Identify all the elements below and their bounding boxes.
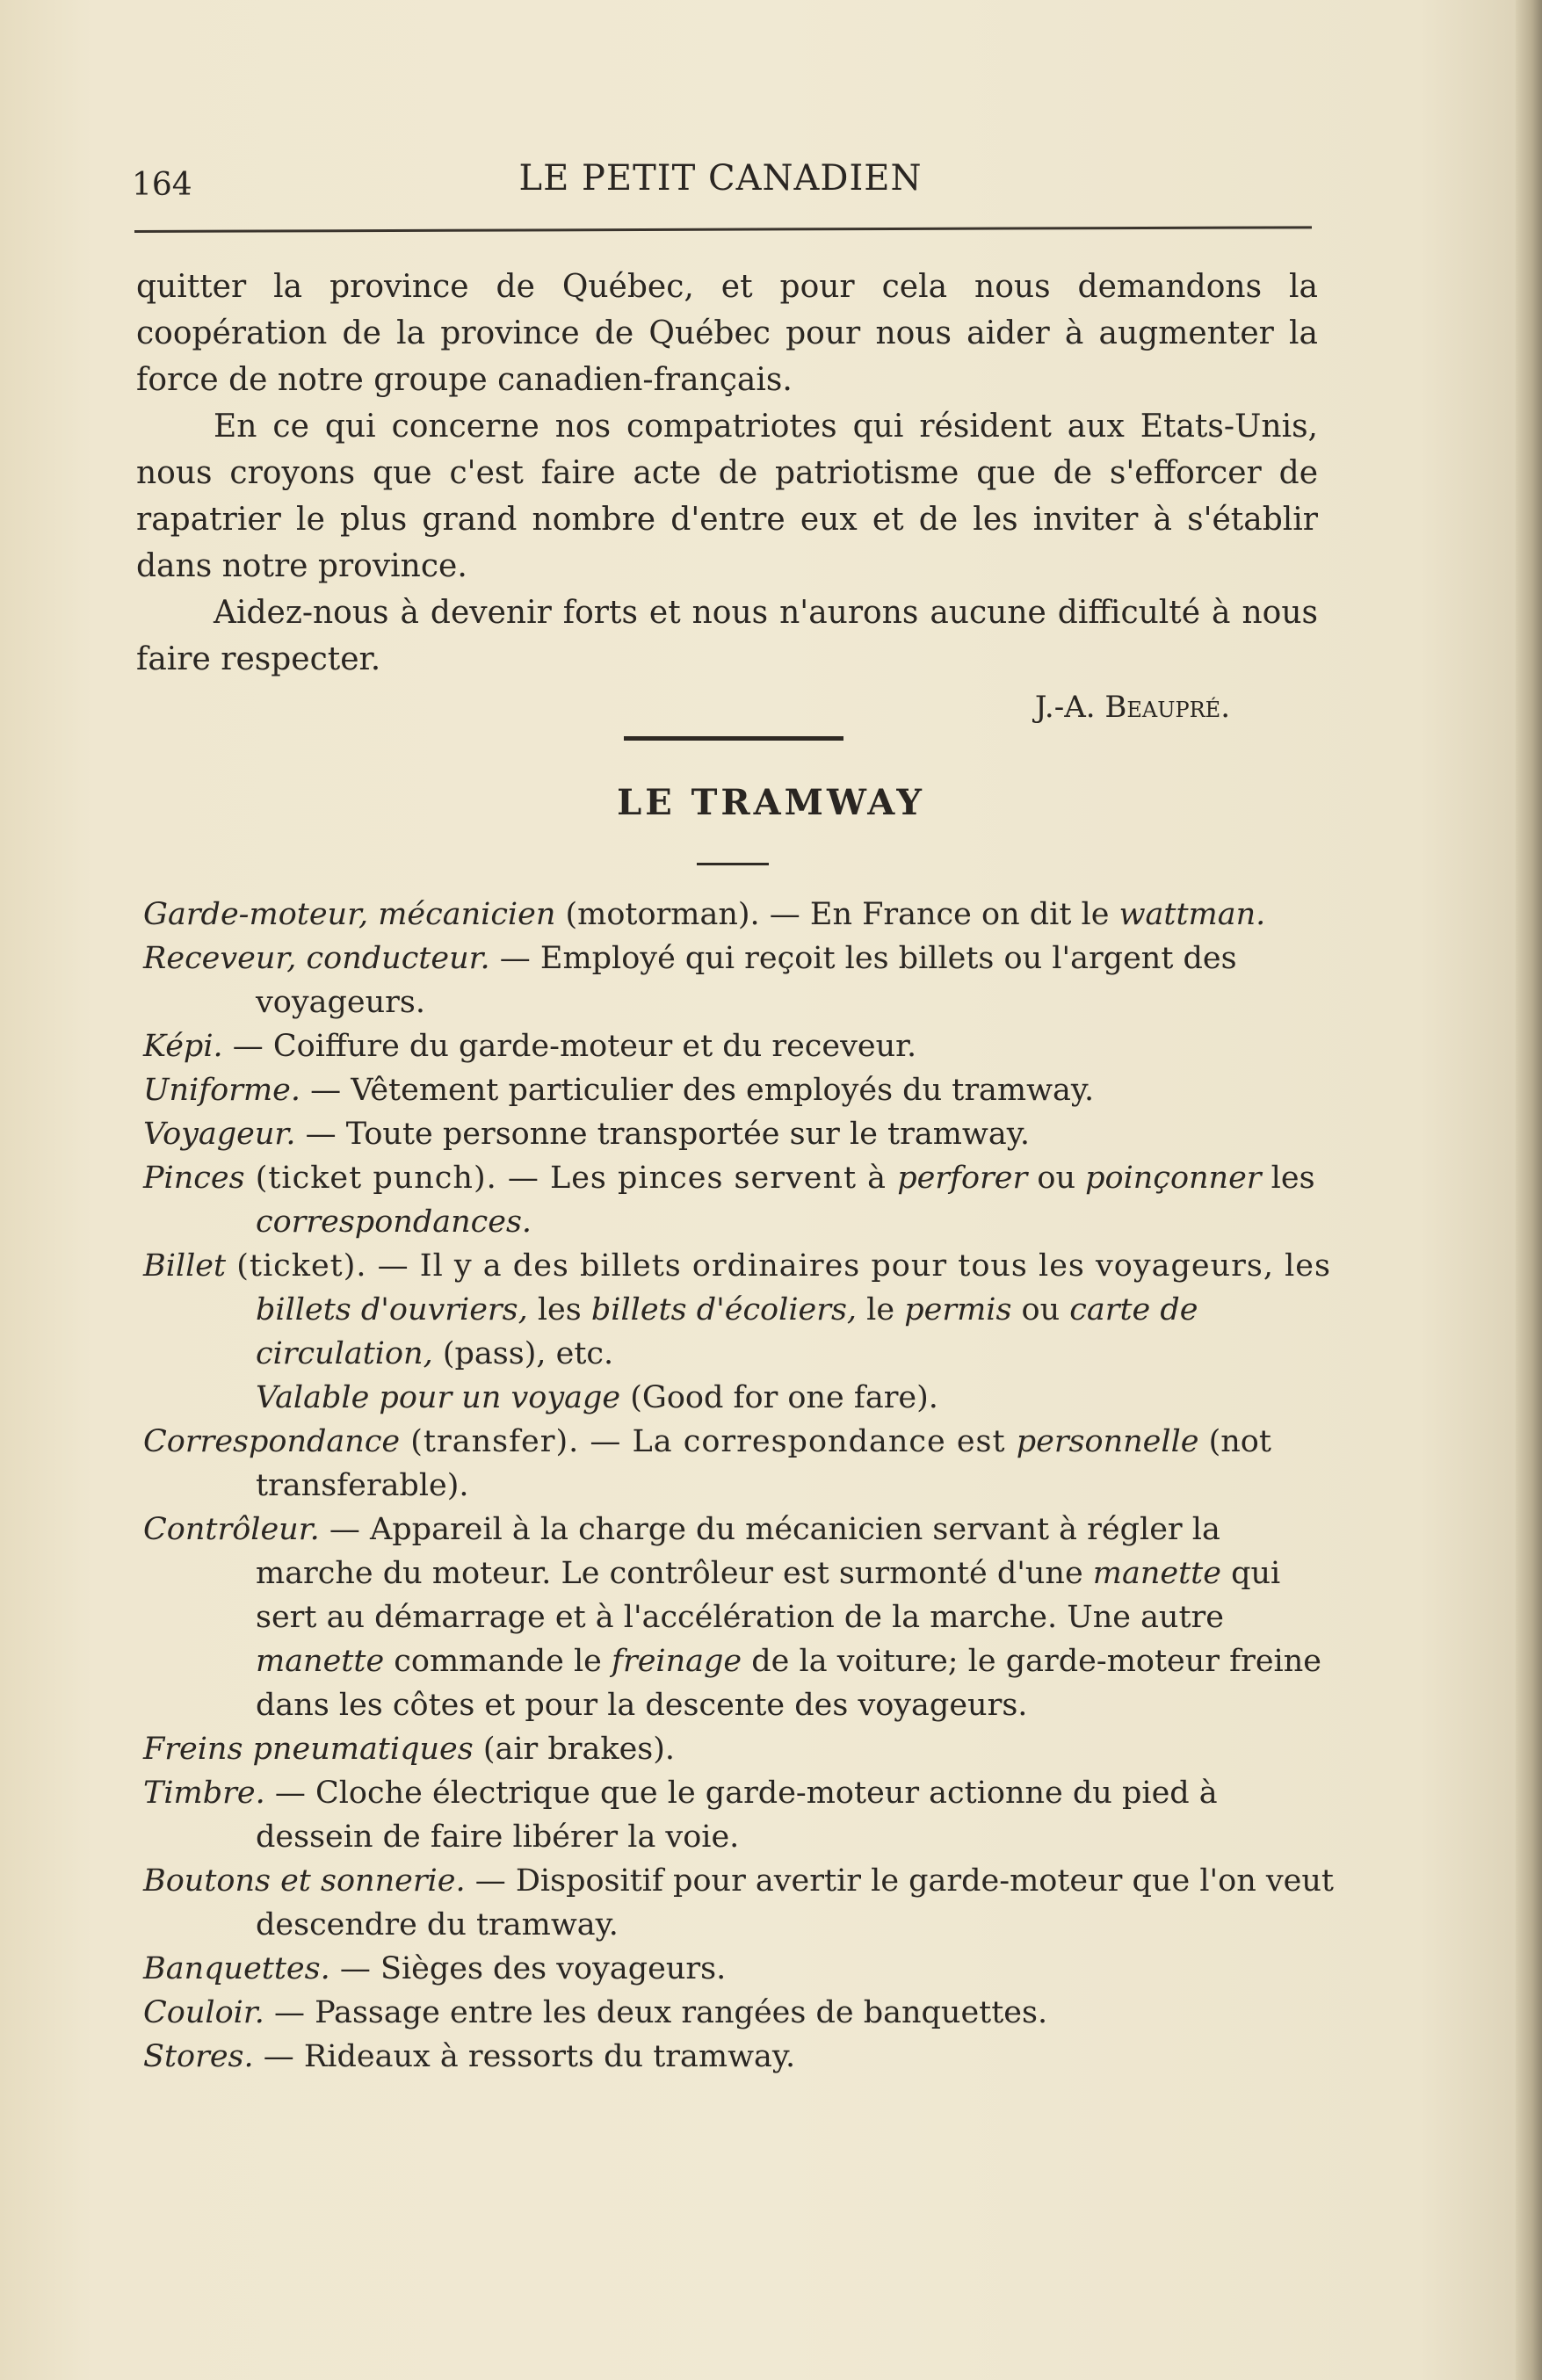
definition: le bbox=[857, 1292, 905, 1327]
definition: — Passage entre les deux rangées de banquettes. bbox=[264, 1995, 1048, 2030]
term: Pinces bbox=[143, 1161, 245, 1196]
definition: qui sert au démarrage et à l'accélération de la marche. Une autre bbox=[256, 1556, 1281, 1635]
definition: (motorman). — En France on dit le bbox=[555, 897, 1119, 932]
definition-italic: permis bbox=[904, 1292, 1012, 1327]
definition-italic: poinçonner bbox=[1085, 1161, 1262, 1196]
definition: ou bbox=[1011, 1292, 1070, 1327]
term: Voyageur. bbox=[143, 1117, 296, 1152]
page-number: 164 bbox=[132, 167, 192, 203]
definition-italic: billets d'écoliers, bbox=[590, 1292, 858, 1327]
definition-italic: billets d'ouvriers, bbox=[256, 1292, 528, 1327]
term: Billet bbox=[143, 1248, 227, 1284]
glossary-entry-couloir bbox=[143, 1991, 1334, 2035]
definition: — Dispositif pour avertir le garde-moteur que l'on veut descendre du tramway. bbox=[256, 1863, 1334, 1942]
section-title: LE TRAMWAY bbox=[617, 782, 925, 823]
definition-italic: freinage bbox=[612, 1644, 742, 1679]
definition: — Toute personne transportée sur le tramway. bbox=[295, 1117, 1030, 1152]
definition: ou bbox=[1027, 1161, 1086, 1196]
definition: de la voiture; le garde-moteur freine dans les côtes et pour la descente des voyageurs. bbox=[256, 1644, 1321, 1723]
term: Correspondance bbox=[143, 1424, 401, 1459]
definition-italic: wattman. bbox=[1118, 897, 1266, 932]
header-rule bbox=[134, 226, 1312, 233]
glossary bbox=[143, 893, 1334, 2079]
definition: (Good for one fare). bbox=[620, 1380, 938, 1415]
glossary-entry-pinces bbox=[143, 1156, 1334, 1244]
definition-italic: personnelle bbox=[1016, 1424, 1199, 1459]
definition-italic: manette bbox=[1092, 1556, 1221, 1591]
term: Timbre. bbox=[143, 1776, 265, 1811]
definition-italic: manette bbox=[256, 1644, 385, 1679]
glossary-entry-correspondance bbox=[143, 1420, 1334, 1508]
definition: (transfer). — La correspondance est bbox=[400, 1424, 1017, 1459]
definition: (ticket). — Il y a des billets ordinaires pour tous les voyageurs, les bbox=[226, 1248, 1331, 1284]
section-separator bbox=[624, 736, 843, 741]
glossary-subentry-valable bbox=[143, 1376, 1334, 1420]
definition: — Sièges des voyageurs. bbox=[329, 1951, 727, 1986]
term: Receveur, conducteur. bbox=[143, 941, 490, 976]
term: Contrôleur. bbox=[143, 1512, 320, 1547]
term: Boutons et sonnerie. bbox=[143, 1863, 466, 1899]
term: Képi. bbox=[143, 1029, 223, 1064]
glossary-entry-receveur bbox=[143, 937, 1334, 1024]
intro-text bbox=[136, 264, 1318, 725]
definition-italic: carte de circulation, bbox=[256, 1292, 1198, 1371]
term: Banquettes. bbox=[143, 1951, 330, 1986]
signature-initials: J.-A. bbox=[1034, 690, 1105, 725]
glossary-entry-timbre bbox=[143, 1771, 1334, 1859]
glossary-entry-banquettes bbox=[143, 1947, 1334, 1991]
signature-name: Beaupré. bbox=[1104, 690, 1230, 725]
page-edge bbox=[1516, 0, 1542, 2380]
term: Freins pneumatiques bbox=[143, 1732, 474, 1767]
glossary-entry-controleur bbox=[143, 1508, 1334, 1727]
term: Couloir. bbox=[143, 1995, 264, 2030]
definition-italic: perforer bbox=[897, 1161, 1028, 1196]
term: Uniforme. bbox=[143, 1073, 301, 1108]
definition: (ticket punch). — Les pinces servent à bbox=[244, 1161, 898, 1196]
paragraph-1: quitter la province de Québec, et pour cela nous demandons la coopération de la province de Québec pour nous aider à augmenter la force de notre groupe canadien-français. bbox=[136, 269, 1318, 398]
running-title: LE PETIT CANADIEN bbox=[518, 158, 923, 199]
glossary-entry-billet bbox=[143, 1244, 1334, 1376]
glossary-entry-voyageur bbox=[143, 1112, 1334, 1156]
paragraph-3: Aidez-nous à devenir forts et nous n'aurons aucune difficulté à nous faire respecter. bbox=[136, 595, 1318, 677]
definition: — Appareil à la charge du mécanicien servant à régler la marche du moteur. Le contrôleur est surmonté d'une bbox=[256, 1512, 1220, 1591]
page-header bbox=[132, 155, 1309, 207]
definition: — Coiffure du garde-moteur et du receveur. bbox=[222, 1029, 917, 1064]
signature bbox=[136, 690, 1230, 725]
glossary-entry-stores bbox=[143, 2035, 1334, 2079]
definition: — Vêtement particulier des employés du tramway. bbox=[300, 1073, 1095, 1108]
definition: — Cloche électrique que le garde-moteur actionne du pied à dessein de faire libérer la voie. bbox=[256, 1776, 1218, 1855]
glossary-entry-uniforme bbox=[143, 1068, 1334, 1112]
glossary-entry-boutons bbox=[143, 1859, 1334, 1947]
paragraph-2: En ce qui concerne nos compatriotes qui résident aux Etats-Unis, nous croyons que c'est faire acte de patriotisme que de s'efforcer de rapatrier le plus grand nombre d'entre eux et de les inviter à s'établir dans notre province. bbox=[136, 409, 1318, 584]
definition: (not transferable). bbox=[256, 1424, 1271, 1503]
term: Garde-moteur, mécanicien bbox=[143, 897, 556, 932]
definition: commande le bbox=[384, 1644, 612, 1679]
definition: — Employé qui reçoit les billets ou l'argent des voyageurs. bbox=[256, 941, 1237, 1020]
definition: (air brakes). bbox=[473, 1732, 676, 1767]
glossary-entry-kepi bbox=[143, 1024, 1334, 1068]
glossary-entry-freins bbox=[143, 1727, 1334, 1771]
term: Stores. bbox=[143, 2039, 254, 2074]
title-underline bbox=[697, 863, 769, 865]
glossary-entry-garde-moteur bbox=[143, 893, 1334, 937]
definition: — Rideaux à ressorts du tramway. bbox=[253, 2039, 796, 2074]
term: Valable pour un voyage bbox=[256, 1380, 621, 1415]
definition: les bbox=[1261, 1161, 1315, 1196]
definition-italic: correspondances. bbox=[256, 1204, 532, 1240]
definition: les bbox=[527, 1292, 591, 1327]
definition: (pass), etc. bbox=[432, 1336, 614, 1371]
